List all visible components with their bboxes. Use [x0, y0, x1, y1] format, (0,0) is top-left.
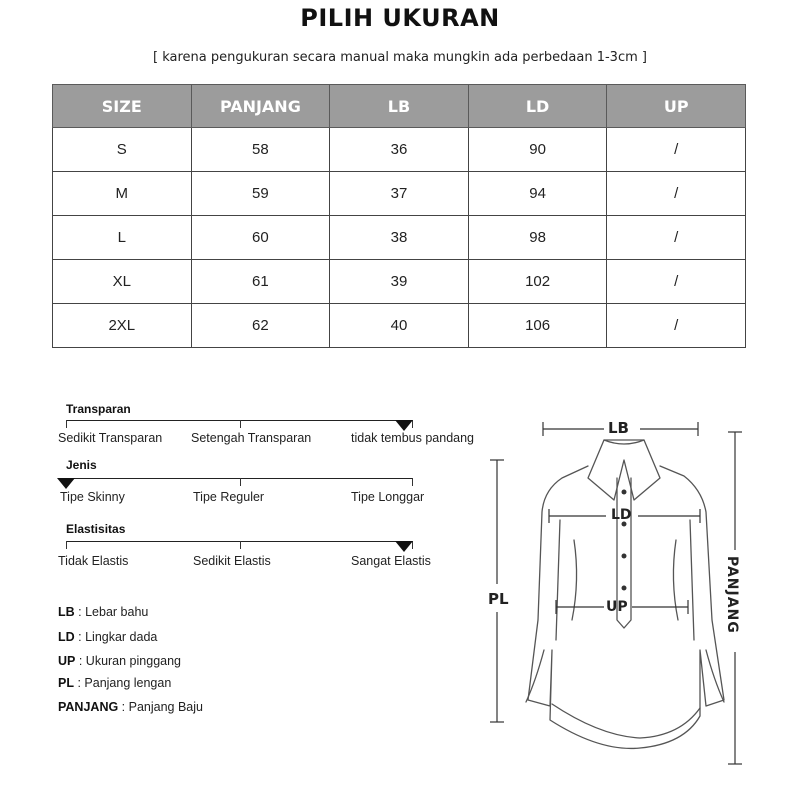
legend-desc: : Ukuran pinggang [75, 654, 182, 668]
scale-label: Tidak Elastis [58, 554, 129, 568]
scale-tick [240, 420, 241, 428]
table-row [53, 216, 746, 260]
legend-abbr: LD [58, 630, 75, 644]
cell-panjang: 60 [191, 216, 330, 260]
cell-ld: 106 [468, 304, 607, 348]
scale-title-elastisitas: Elastisitas [66, 522, 126, 536]
scale-line-jenis [66, 478, 412, 479]
cell-size: L [53, 216, 192, 260]
scale-tick [240, 478, 241, 486]
scale-tick [412, 478, 413, 486]
cell-ld: 98 [468, 216, 607, 260]
cell-up: / [607, 260, 746, 304]
scale-label: Sedikit Transparan [58, 431, 163, 445]
shirt-outline-icon [526, 440, 724, 748]
scale-label: Setengah Transparan [191, 431, 312, 445]
scale-label: Sangat Elastis [351, 554, 431, 568]
size-table [52, 84, 746, 348]
measurement-note: [ karena pengukuran secara manual maka mungkin ada perbedaan 1-3cm ] [153, 50, 647, 65]
selected-marker-icon [395, 541, 413, 552]
legend-abbr: LB [58, 605, 75, 619]
scale-tick [240, 541, 241, 549]
cell-ld: 102 [468, 260, 607, 304]
legend-abbr: PL [58, 676, 74, 690]
header-up: UP [607, 85, 746, 128]
selected-marker-icon [57, 478, 75, 489]
legend-abbr: UP [58, 654, 76, 668]
cell-ld: 94 [468, 172, 607, 216]
panjang-label: PANJANG [724, 556, 740, 634]
header-size: SIZE [53, 85, 192, 128]
cell-lb: 40 [330, 304, 469, 348]
legend-item-panjang [58, 700, 203, 714]
pl-label: PL [488, 590, 509, 608]
scale-label: tidak tembus pandang [351, 431, 475, 445]
cell-panjang: 62 [191, 304, 330, 348]
legend-item-ld [58, 630, 157, 644]
scale-title-transparan: Transparan [66, 402, 131, 416]
ld-label: LD [611, 507, 632, 523]
lb-label: LB [608, 419, 629, 437]
up-label: UP [606, 599, 628, 615]
header-lb: LB [330, 85, 469, 128]
cell-ld: 90 [468, 128, 607, 172]
cell-up: / [607, 304, 746, 348]
page-title: PILIH UKURAN [300, 4, 500, 32]
cell-lb: 39 [330, 260, 469, 304]
cell-size: S [53, 128, 192, 172]
cell-panjang: 59 [191, 172, 330, 216]
scale-label: Tipe Longgar [351, 490, 425, 504]
cell-lb: 36 [330, 128, 469, 172]
scale-tick [66, 420, 67, 428]
legend-item-up [58, 654, 181, 668]
scale-label: Sedikit Elastis [193, 554, 271, 568]
table-row [53, 128, 746, 172]
scale-title-jenis: Jenis [66, 458, 97, 472]
scale-line-elastisitas [66, 541, 412, 542]
legend-desc: : Lebar bahu [74, 605, 149, 619]
legend-desc: : Panjang Baju [118, 700, 203, 714]
selected-marker-icon [395, 420, 413, 431]
cell-lb: 37 [330, 172, 469, 216]
scale-line-transparan [66, 420, 412, 421]
cell-up: / [607, 172, 746, 216]
legend-desc: : Panjang lengan [73, 676, 172, 690]
table-row [53, 304, 746, 348]
cell-panjang: 58 [191, 128, 330, 172]
legend-item-lb [58, 605, 148, 619]
table-header-row [53, 85, 746, 128]
header-panjang: PANJANG [191, 85, 330, 128]
header-ld: LD [468, 85, 607, 128]
cell-size: 2XL [53, 304, 192, 348]
cell-up: / [607, 128, 746, 172]
table-row [53, 260, 746, 304]
shirt-buttons-icon [622, 490, 627, 591]
scale-tick [66, 541, 67, 549]
legend-abbr: PANJANG [58, 700, 119, 714]
legend-item-pl [58, 676, 171, 690]
scale-label: Tipe Skinny [60, 490, 125, 504]
cell-size: M [53, 172, 192, 216]
cell-lb: 38 [330, 216, 469, 260]
cell-up: / [607, 216, 746, 260]
cell-panjang: 61 [191, 260, 330, 304]
cell-size: XL [53, 260, 192, 304]
table-row [53, 172, 746, 216]
legend-desc: : Lingkar dada [74, 630, 158, 644]
scale-label: Tipe Reguler [193, 490, 265, 504]
